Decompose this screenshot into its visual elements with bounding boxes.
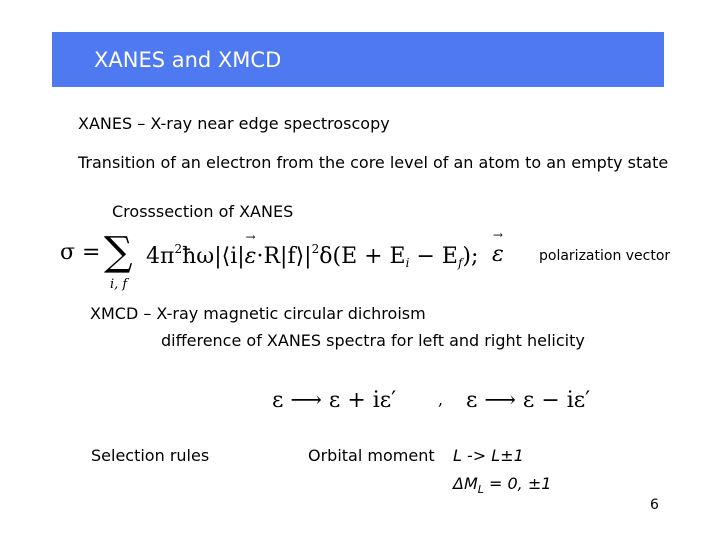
selection-rules-label: Selection rules	[91, 446, 210, 465]
term-r: ·R|f⟩|	[256, 244, 312, 269]
xmcd-definition: XMCD – X-ray magnetic circular dichroism	[90, 304, 426, 323]
slide-title: XANES and XMCD	[94, 48, 282, 72]
term-delta: δ(E + E	[319, 244, 406, 269]
title-bar	[52, 32, 664, 87]
rule-ml-sub: L	[477, 483, 484, 496]
term-end: );	[462, 244, 479, 269]
summation-index: i, f	[110, 277, 128, 292]
sub-f: f	[457, 256, 463, 270]
xmcd-detail: difference of XANES spectra for left and right helicity	[161, 331, 585, 350]
sigma-lhs: σ =	[60, 240, 101, 265]
helicity-transform-right: ε ⟶ ε − iε′	[466, 388, 591, 413]
epsilon-vector-2: → ε	[492, 242, 504, 267]
crosssection-formula	[60, 240, 100, 265]
term-hbar: ħω|⟨i|	[182, 244, 245, 269]
term-4pi: 4π	[146, 244, 175, 269]
xanes-definition: XANES – X-ray near edge spectroscopy	[78, 114, 390, 133]
rule-l: L -> L±1	[453, 446, 524, 465]
page-number: 6	[650, 497, 659, 513]
crosssection-heading: Crosssection of XANES	[112, 202, 294, 221]
summation-symbol: ∑	[104, 229, 133, 275]
term-minus: − E	[409, 244, 458, 269]
polarization-symbol	[492, 242, 504, 267]
rule-ml-prefix: ΔM	[453, 474, 478, 493]
rule-ml-suffix: = 0, ±1	[483, 474, 552, 493]
transition-description: Transition of an electron from the core level of an atom to an empty state	[78, 153, 669, 172]
helicity-transform-left: ε ⟶ ε + iε′	[272, 388, 397, 413]
epsilon-vector: → ε	[245, 244, 257, 269]
transform-separator: ,	[438, 390, 444, 409]
crosssection-terms	[146, 242, 478, 270]
orbital-moment-label: Orbital moment	[308, 446, 435, 465]
sub-i: i	[405, 256, 410, 270]
polarization-label: polarization vector	[539, 248, 671, 264]
power-2b: 2	[311, 242, 320, 256]
rule-ml	[453, 474, 551, 496]
power-2: 2	[174, 242, 183, 256]
